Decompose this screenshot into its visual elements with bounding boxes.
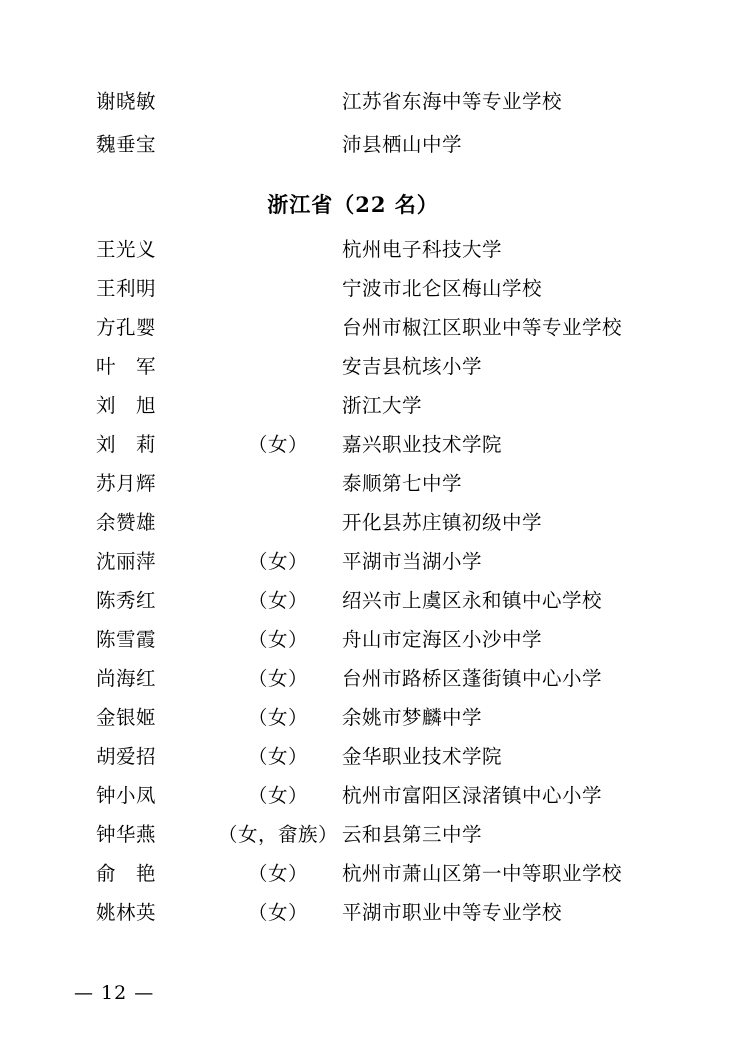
list-item [96,312,654,351]
entry-name: 胡爱招 [96,745,157,768]
list-item [96,819,654,858]
entry-unit: 宁波市北仑区梅山学校 [342,277,543,300]
entry-name: 苏月辉 [96,472,157,495]
entry-unit: 绍兴市上虞区永和镇中心学校 [342,589,603,612]
entry-unit: 台州市椒江区职业中等专业学校 [342,316,623,339]
entry-name: 姚林英 [96,901,157,924]
entry-gender: （女） [247,550,308,573]
entry-unit: 杭州市萧山区第一中等职业学校 [342,862,623,885]
list-item [96,624,654,663]
list-item [96,546,654,585]
list-item [96,86,654,129]
entry-name: 王利明 [96,277,157,300]
entry-unit: 金华职业技术学院 [342,745,503,768]
entry-name: 陈秀红 [96,589,157,612]
entry-unit: 台州市路桥区蓬街镇中心小学 [342,667,603,690]
entry-gender: （女） [247,745,308,768]
entry-name: 钟小凤 [96,784,157,807]
list-item [96,351,654,390]
entry-unit: 平湖市当湖小学 [342,550,483,573]
entry-unit: 开化县苏庄镇初级中学 [342,511,543,534]
list-item [96,129,654,172]
entry-gender: （女） [247,706,308,729]
list-item [96,429,654,468]
entry-name: 陈雪霞 [96,628,157,651]
entry-name: 尚海红 [96,667,157,690]
list-item [96,702,654,741]
entry-gender: （女） [247,589,308,612]
entry-gender: （女） [247,667,308,690]
entry-gender: （女） [247,628,308,651]
entry-name: 余赞雄 [96,511,157,534]
entry-unit: 嘉兴职业技术学院 [342,433,503,456]
list-item [96,390,654,429]
entry-gender: （女） [247,901,308,924]
entry-gender: （女） [247,862,308,885]
entry-name: 金银姬 [96,706,157,729]
entry-name: 刘 旭 [96,394,157,417]
entry-unit: 泰顺第七中学 [342,472,463,495]
entry-name: 王光义 [96,238,157,261]
list-item [96,897,654,936]
entry-unit: 安吉县杭垓小学 [342,355,483,378]
entry-unit: 杭州电子科技大学 [342,238,503,261]
entry-gender: （女） [247,784,308,807]
entry-unit: 沛县栖山中学 [342,133,463,156]
list-item [96,663,654,702]
entry-gender: （女，畲族） [217,823,338,846]
entry-gender: （女） [247,433,308,456]
entry-unit: 浙江大学 [342,394,423,417]
list-item [96,585,654,624]
entry-unit: 平湖市职业中等专业学校 [342,901,563,924]
entry-unit: 舟山市定海区小沙中学 [342,628,543,651]
entry-unit: 余姚市梦麟中学 [342,706,483,729]
entry-name: 沈丽萍 [96,550,157,573]
entry-unit: 杭州市富阳区渌渚镇中心小学 [342,784,603,807]
entry-name: 方孔婴 [96,316,157,339]
page-number: — 12 — [74,982,155,1004]
list-item [96,507,654,546]
entry-name: 叶 军 [96,355,157,378]
top-entry-list [96,86,654,172]
entry-name: 魏垂宝 [96,133,157,156]
entry-unit: 江苏省东海中等专业学校 [342,90,563,113]
list-item [96,468,654,507]
entry-name: 刘 莉 [96,433,157,456]
list-item [96,741,654,780]
entry-name: 俞 艳 [96,862,157,885]
list-item [96,780,654,819]
section-heading: 浙江省（22 名） [267,192,439,217]
entry-name: 谢晓敏 [96,90,157,113]
list-item [96,234,654,273]
list-item [96,273,654,312]
section-entry-list [96,234,654,936]
entry-name: 钟华燕 [96,823,157,846]
list-item [96,858,654,897]
entry-unit: 云和县第三中学 [342,823,483,846]
